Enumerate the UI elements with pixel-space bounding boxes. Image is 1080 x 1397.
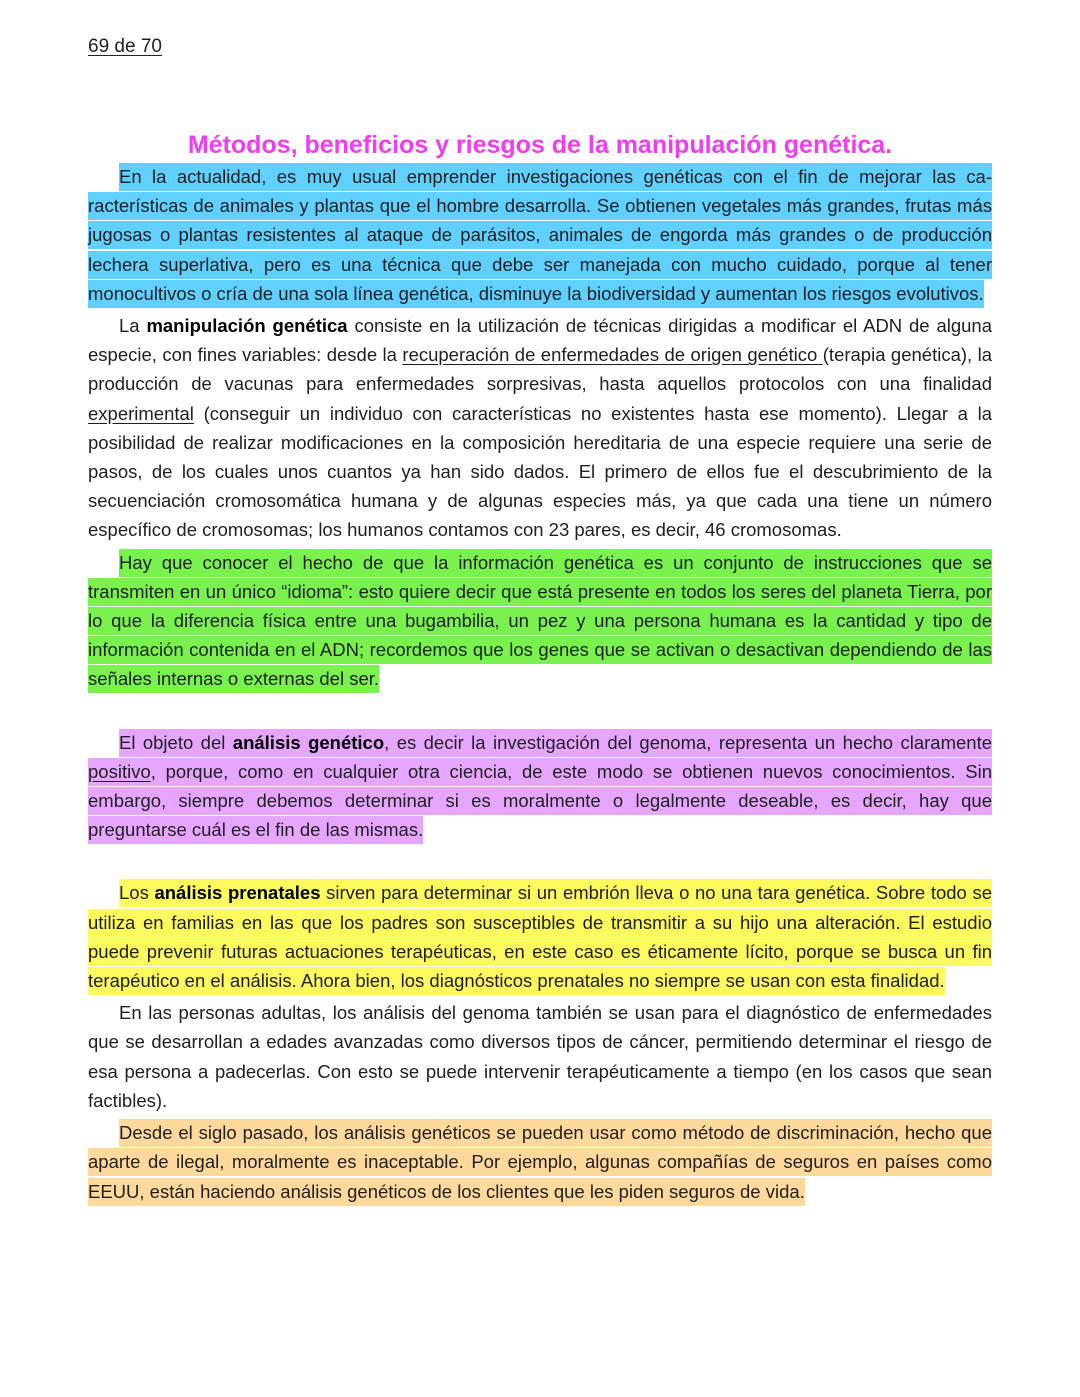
paragraph-genetic-analysis	[88, 728, 992, 845]
highlight-green: Hay que conocer el hecho de que la información genética es un conjunto de instrucciones que se transmiten en un único “idioma”: esto quiere decir que está presente en todos los seres del planeta Tierra, por lo que la diferencia física entre una bugambilia, un pez y una persona humana es la cantidad y tipo de información contenida en el ADN; recordemos que los genes que se activan o desactivan dependiendo de las señales internas o externas del ser.	[88, 549, 992, 694]
paragraph-prenatal-analysis	[88, 878, 992, 995]
highlight-orange: Desde el siglo pasado, los análisis genéticos se pueden usar como método de discriminación, hecho que aparte de ilegal, moralmente es inaceptable. Por ejemplo, algunas compañías de seguros en países como EEUU, están haciendo análisis genéticos de los clientes que les piden seguros de vida.	[88, 1119, 992, 1205]
text-run: (conseguir un individuo con características no existentes hasta ese momento). Llegar a la posibilidad de realizar modificaciones en la composición hereditaria de una especie requiere una serie de pasos, de los cuales unos cuantos ya han sido dados. El primero de ellos fue el descubrimiento de la secuenciación cromosomática humana y de algunas especies más, ya que cada una tiene un número específico de cromosomas; los humanos contamos con 23 pares, es decir, 46 cromosomas.	[88, 402, 992, 541]
bold-term: manipulación genética	[146, 315, 348, 337]
text-run: sirven para determinar si un embrión lleva o no una tara genética. Sobre todo se utiliza en familias en las que los padres son susceptibles de transmitir a su hijo una alteración. El estudio puede prevenir futuras actuaciones terapéuticas, en este caso es éticamente lícito, porque se busca un fin terapéutico en el análisis. Ahora bien, los diagnósticos prenatales no siempre se usan con esta finalidad.	[88, 882, 992, 992]
bold-term: análisis genético	[232, 731, 385, 753]
paragraph-discrimination	[88, 1118, 992, 1206]
highlight-blue: En la actualidad, es muy usual emprender investigaciones genéticas con el fin de mejorar las características de animales y plantas que el hombre desarrolla. Se obtienen vegetales más grandes, frutas más jugosas o plantas resistentes al ataque de parásitos, animales de engorda más grandes o de producción lechera superlativa, pero es una técnica que debe ser manejada con mucho cuidado, porque al tener monocultivos o cría de una sola línea genética, disminuye la biodiversidad y aumentan los riesgos evolutivos.	[88, 163, 992, 308]
text-run: El objeto del	[119, 731, 233, 753]
paragraph-biodiversity	[88, 162, 992, 308]
text-run: , es decir la investigación del genoma, representa un hecho claramente	[384, 731, 992, 753]
underlined-term: positivo	[88, 760, 151, 782]
underlined-term: recuperación de enfermedades de origen genético	[402, 344, 823, 366]
highlight-yellow	[88, 879, 992, 995]
text-run: La	[119, 315, 147, 337]
page-number: 69 de 70	[88, 36, 162, 57]
underlined-term: experimental	[88, 402, 194, 424]
document-body	[88, 128, 992, 1206]
text-run: Los	[119, 882, 155, 904]
text-run: (terapia genética), la producción de vacunas para enfermedades sorpresivas, hasta aquellos protocolos con una finalidad	[88, 344, 993, 395]
document-title: Métodos, beneficios y riesgos de la manipulación genética.	[187, 131, 893, 159]
paragraph-adult-analysis: En las personas adultas, los análisis del genoma también se usan para el diagnóstico de enfermedades que se desarrollan a edades avanzadas como diversos tipos de cáncer, permitiendo determinar el riesgo de esa persona a padecerlas. Con esto se puede intervenir terapéuticamente a tiempo (en los casos que sean factibles).	[88, 1002, 992, 1111]
paragraph-genetic-information	[88, 548, 992, 694]
highlight-purple	[88, 729, 992, 845]
text-run: consiste en la utilización de técnicas dirigidas a modificar el ADN de alguna especie, con fines variables: desde la	[88, 315, 993, 366]
bold-term: análisis prenatales	[154, 882, 321, 904]
text-run: , porque, como en cualquier otra ciencia, de este modo se obtienen nuevos conocimientos. Sin embargo, siempre debemos determinar si es moralmente o legalmente deseable, es decir, hay que preguntarse cuál es el fin de las mismas.	[88, 760, 992, 841]
paragraph-genetic-manipulation	[88, 311, 992, 545]
